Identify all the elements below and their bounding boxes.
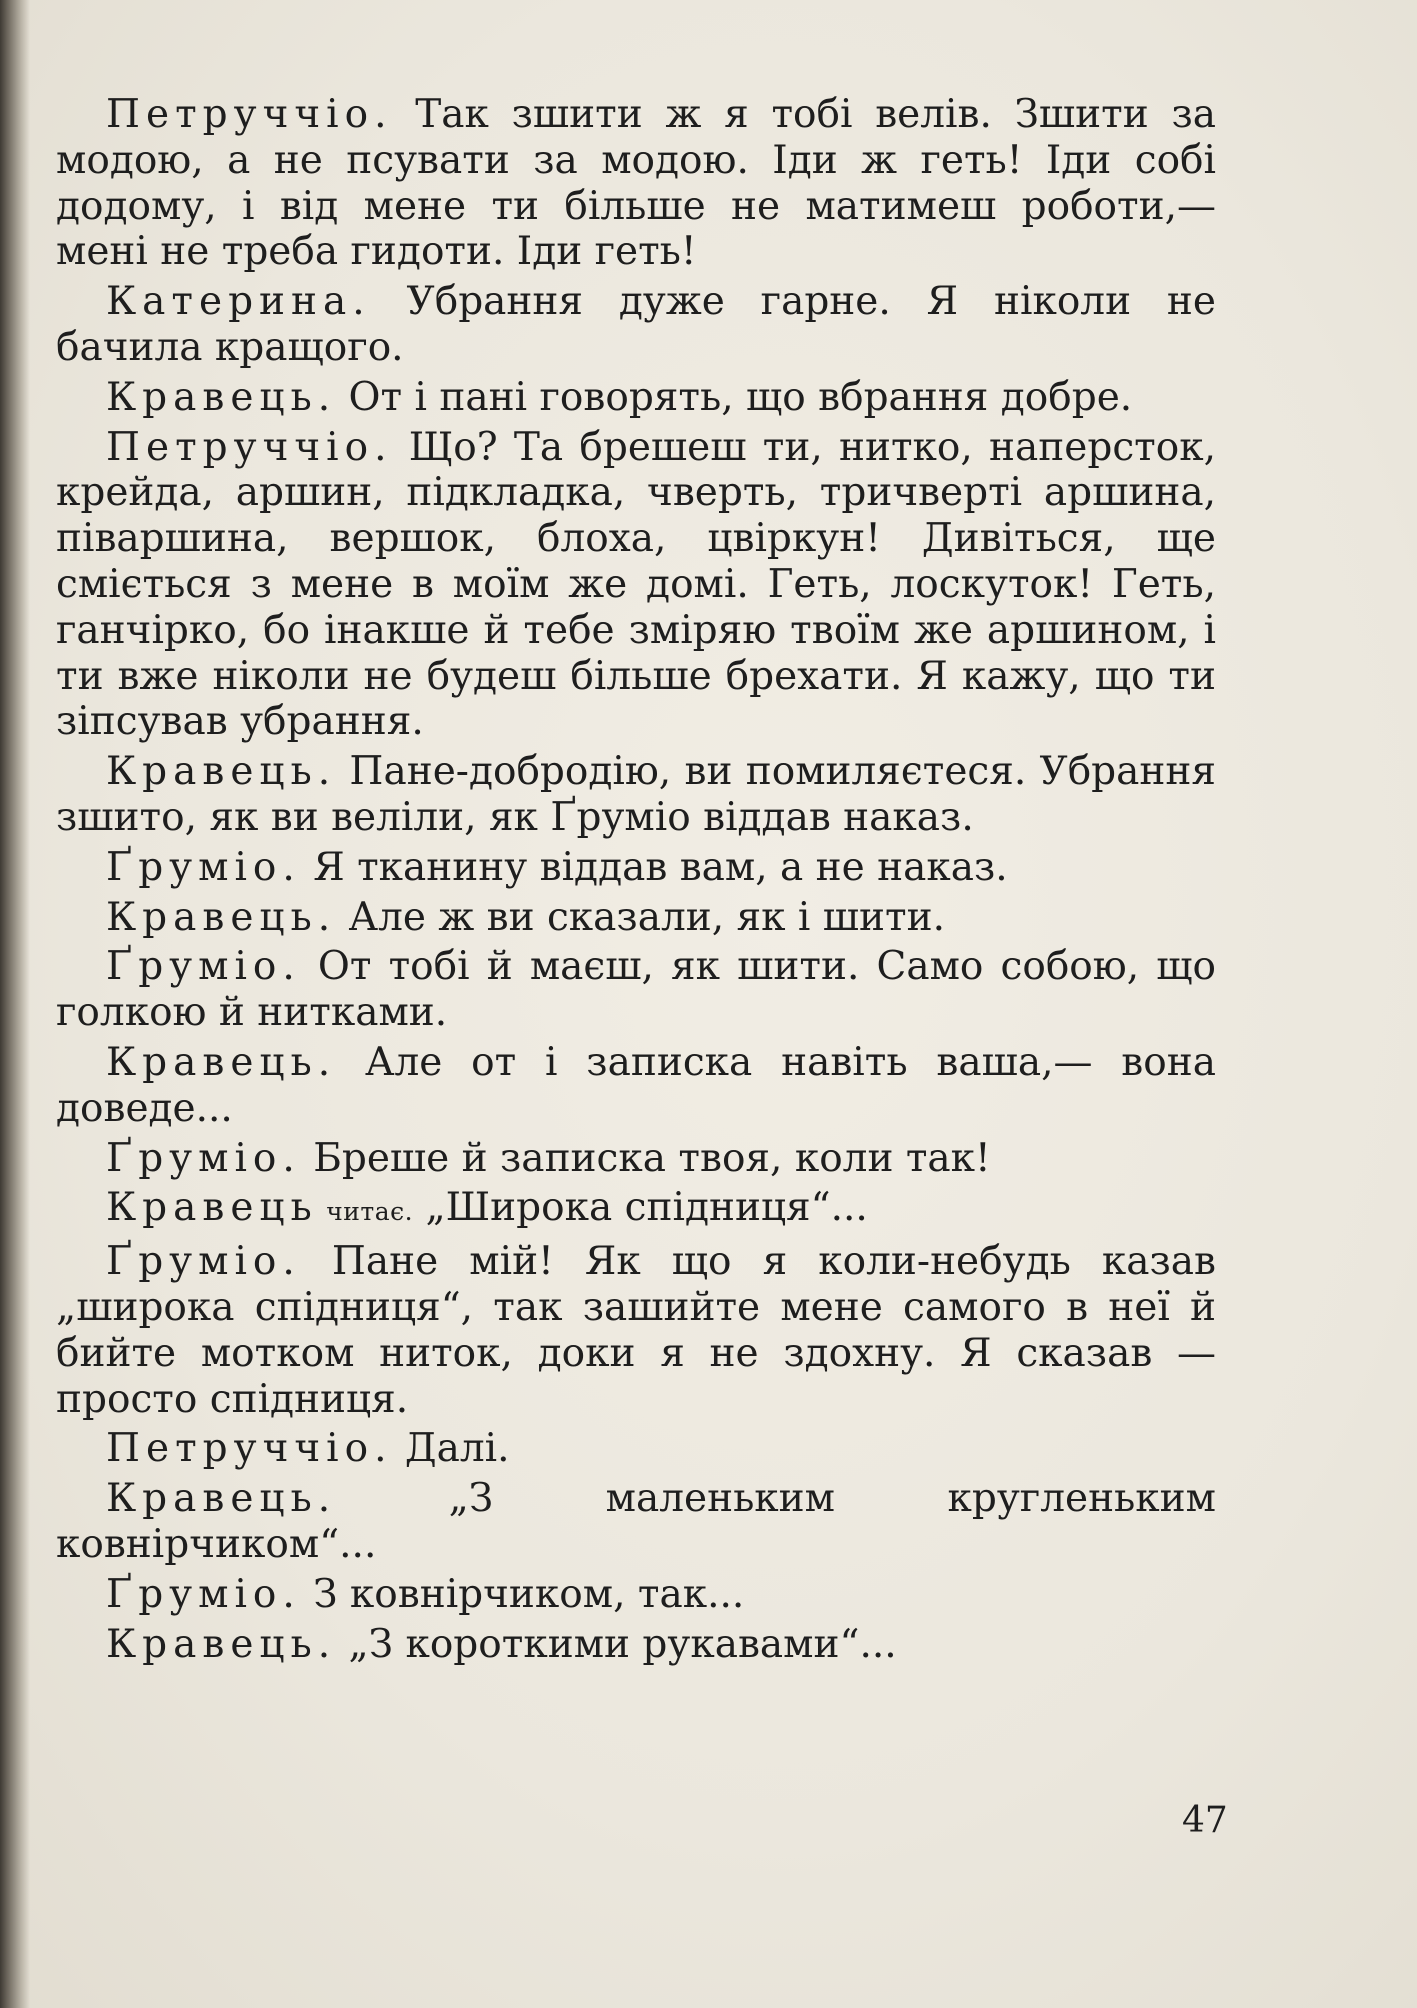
dialogue-line xyxy=(56,1185,1216,1235)
page-number: 47 xyxy=(1182,1800,1228,1841)
dialogue-line xyxy=(56,92,1216,275)
speaker-name: Кравець. xyxy=(106,749,337,795)
binding-shadow xyxy=(0,0,30,2008)
speech-text: „З маленьким кругленьким ковнірчиком“... xyxy=(56,1476,1216,1567)
dialogue-line xyxy=(56,749,1216,841)
speech-text: Але ж ви сказали, як і шити. xyxy=(336,894,945,940)
stage-direction: читає. xyxy=(317,1197,414,1227)
speaker-name: Катерина. xyxy=(106,279,371,325)
speaker-name: Ґруміо. xyxy=(106,944,301,990)
dialogue-line xyxy=(56,895,1216,941)
speech-text: З ковнірчиком, так... xyxy=(300,1571,745,1617)
dialogue-line xyxy=(56,375,1216,421)
dialogue-line xyxy=(56,1476,1216,1568)
speech-text: Пане-добродію, ви помиляєтеся. Убрання зшито, як ви веліли, як Ґруміо віддав наказ. xyxy=(56,749,1216,840)
dialogue-line xyxy=(56,944,1216,1036)
speaker-name: Ґруміо. xyxy=(106,1571,301,1617)
speaker-name: Петруччіо. xyxy=(106,424,393,470)
dialogue-line xyxy=(56,1136,1216,1182)
dialogue-line xyxy=(56,1426,1216,1472)
speaker-name: Кравець. xyxy=(106,1476,337,1522)
dialogue-line xyxy=(56,1040,1216,1132)
speech-text: Так зшити ж я тобі велів. Зшити за модою, а не псувати за модою. Іди ж геть! Іди собі додому, і від мене ти більше не матимеш роботи,— мені не треба гидоти. Іди геть! xyxy=(56,92,1216,275)
speech-text: Що? Та брешеш ти, нитко, наперсток, крейда, аршин, підкладка, чверть, тричверті аршина, піваршина, вершок, блоха, цвіркун! Дивіться, ще сміється з мене в моїм же домі. Геть, лоскуток! Геть, ганчірко, бо інакше й тебе зміряю твоїм же аршином, і ти вже ніколи не будеш більше брехати. Я кажу, що ти зіпсував убрання. xyxy=(56,424,1216,745)
dialogue-line xyxy=(56,425,1216,746)
dialogue-line xyxy=(56,1239,1216,1422)
speaker-name: Петруччіо. xyxy=(106,92,393,137)
speech-text: От і пані говорять, що вбрання добре. xyxy=(336,374,1133,420)
speech-text: Я тканину віддав вам, а не наказ. xyxy=(300,844,1008,890)
speech-text: Далі. xyxy=(392,1426,510,1472)
dialogue-line xyxy=(56,1572,1216,1618)
speaker-name: Ґруміо. xyxy=(106,1239,301,1285)
speaker-name: Кравець. xyxy=(106,374,337,420)
speaker-name: Кравець. xyxy=(106,1621,337,1667)
speech-text: От тобі й маєш, як шити. Само собою, що голкою й нитками. xyxy=(56,944,1216,1036)
speaker-name: Ґруміо. xyxy=(106,1135,301,1181)
speech-text: Але от і записка навіть ваша,— вона доведе... xyxy=(56,1039,1216,1131)
speech-text: „Широка спідниця“... xyxy=(413,1185,868,1231)
speaker-name: Ґруміо. xyxy=(106,844,301,890)
speech-text: Убрання дуже гарне. Я ніколи не бачила кращого. xyxy=(56,279,1216,370)
dialogue-line xyxy=(56,1622,1216,1668)
play-text xyxy=(56,92,1216,1671)
speaker-name: Петруччіо. xyxy=(106,1426,393,1472)
speaker-name: Кравець. xyxy=(106,1039,337,1085)
speech-text: Пане мій! Як що я коли-небудь казав „широка спідниця“, так зашийте мене самого в неї й бийте мотком ниток, доки я не здохну. Я сказав — просто спідниця. xyxy=(56,1239,1216,1422)
speaker-name: Кравець xyxy=(106,1185,318,1231)
dialogue-line xyxy=(56,279,1216,371)
speech-text: „З короткими рукавами“... xyxy=(336,1621,897,1667)
speech-text: Бреше й записка твоя, коли так! xyxy=(300,1135,991,1181)
speaker-name: Кравець. xyxy=(106,894,337,940)
dialogue-line xyxy=(56,845,1216,891)
